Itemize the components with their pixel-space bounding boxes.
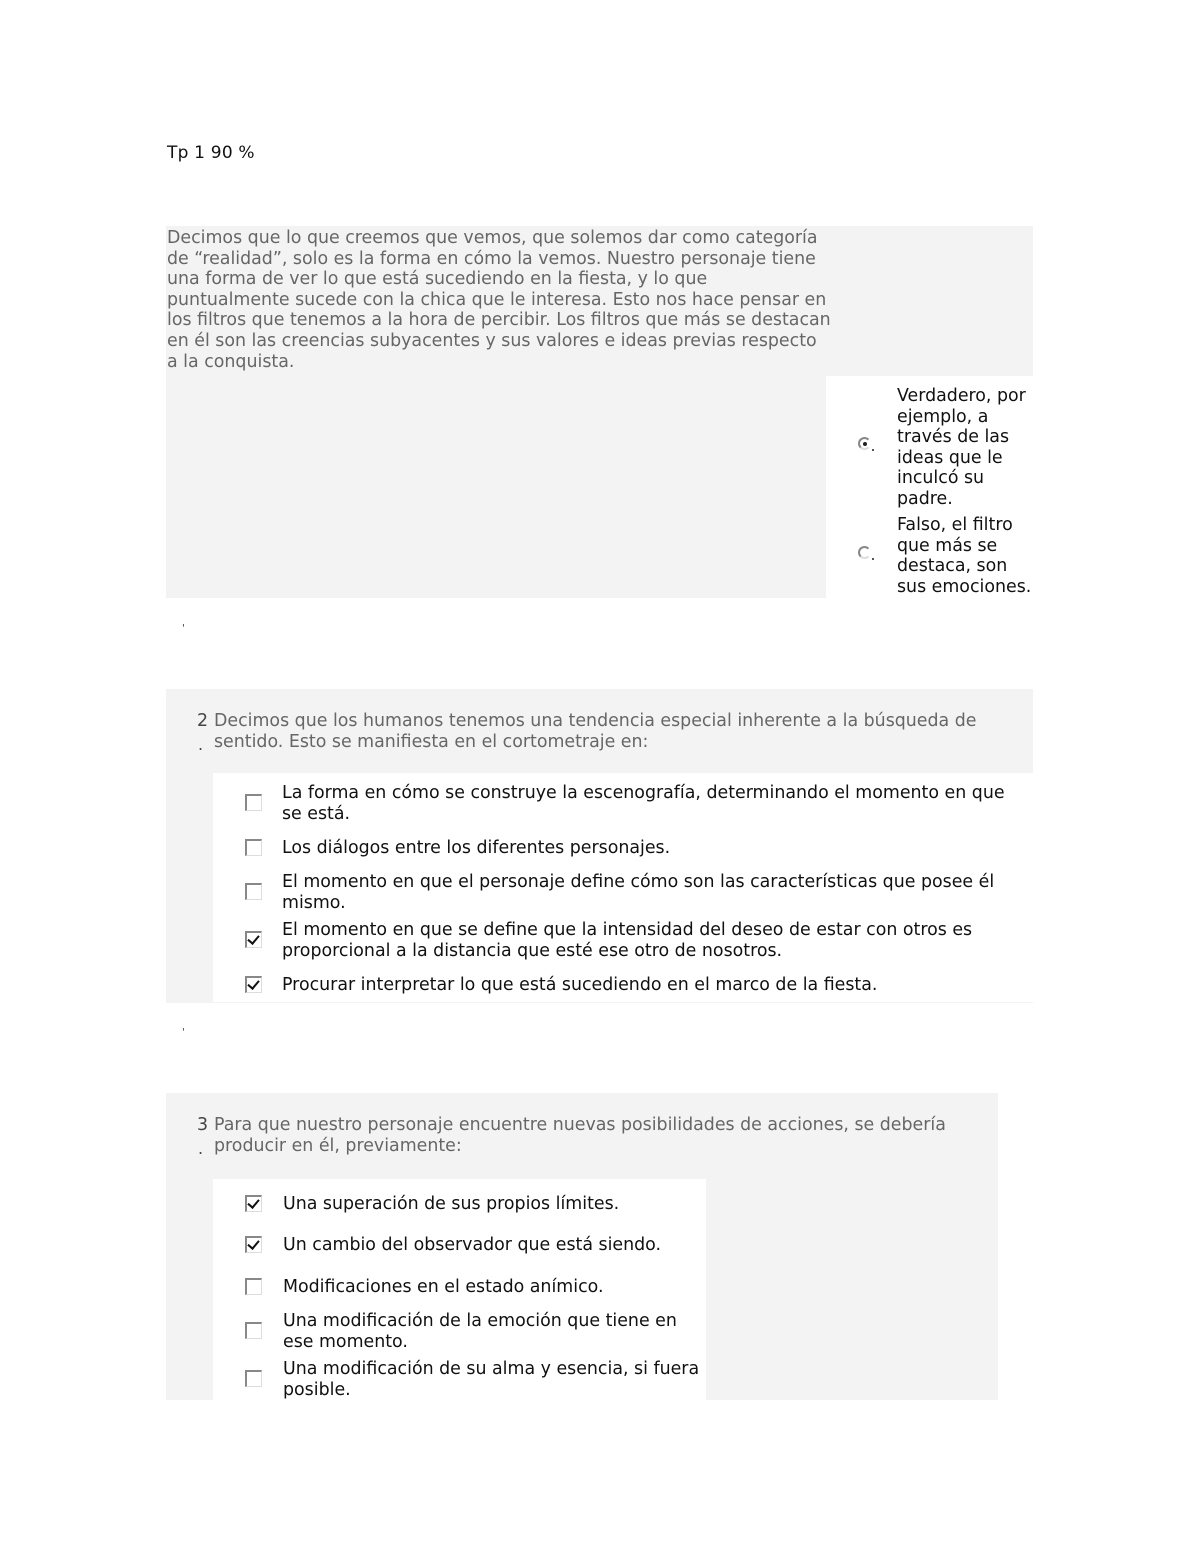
option-verdadero-label: Verdadero, por ejemplo, a través de las ideas que le inculcó su padre. — [897, 386, 1026, 509]
checkbox-q3-option-3[interactable] — [245, 1278, 262, 1295]
q3-option-3-label: Modificaciones en el estado anímico. — [283, 1277, 604, 1297]
checkbox-q2-option-5[interactable] — [245, 976, 262, 993]
q2-option-1-label: La forma en cómo se construye la escenografía, determinando el momento en que se está. — [282, 783, 1005, 824]
option-falso-label: Falso, el filtro que más se destaca, son sus emociones. — [897, 515, 1032, 597]
q3-option-1-label: Una superación de sus propios límites. — [283, 1194, 620, 1214]
question-1-text: Decimos que lo que creemos que vemos, que solemos dar como categoría de “realidad”, solo es la forma en cómo la vemos. Nuestro personaje tiene una forma de ver lo que está sucediendo en la fiesta, y lo que puntualmente sucede con la chica que le interesa. Esto nos hace pensar en los filtros que tenemos a la hora de percibir. Los filtros que más se destacan en él son las creencias subyacentes y sus valores e ideas previas respecto a la conquista. — [167, 228, 831, 372]
tick-mark: ' — [182, 623, 185, 634]
question-1-side-panel — [166, 376, 826, 598]
checkbox-q3-option-2[interactable] — [245, 1236, 262, 1253]
q2-option-5-label: Procurar interpretar lo que está sucediendo en el marco de la fiesta. — [282, 975, 878, 995]
checkbox-q2-option-4[interactable] — [245, 931, 262, 948]
q2-option-3-label: El momento en que el personaje define cómo son las características que posee él mismo. — [282, 872, 995, 913]
radio-falso[interactable] — [858, 546, 876, 564]
tick-mark: ' — [182, 1027, 185, 1038]
radio-selected-icon — [858, 437, 871, 450]
question-3-text: Para que nuestro personaje encuentre nuevas posibilidades de acciones, se debería producir en él, previamente: — [214, 1115, 946, 1156]
question-3-dot: . — [198, 1139, 204, 1158]
question-2-text: Decimos que los humanos tenemos una tendencia especial inherente a la búsqueda de sentido. Esto se manifiesta en el cortometraje en: — [214, 711, 977, 752]
checkbox-q3-option-1[interactable] — [245, 1195, 262, 1212]
checkbox-q3-option-4[interactable] — [245, 1322, 262, 1339]
q2-option-4-label: El momento en que se define que la intensidad del deseo de estar con otros es proporcional a la distancia que esté ese otro de nosotros. — [282, 920, 973, 961]
radio-unselected-icon — [858, 546, 871, 559]
q3-option-2-label: Un cambio del observador que está siendo. — [283, 1235, 662, 1255]
question-2-number: 2 — [197, 711, 209, 731]
checkbox-q2-option-2[interactable] — [245, 839, 262, 856]
radio-verdadero[interactable] — [858, 437, 876, 455]
checkbox-q3-option-5[interactable] — [245, 1370, 262, 1387]
page-title: Tp 1 90 % — [167, 143, 255, 163]
question-3-number: 3 — [197, 1115, 209, 1135]
q2-option-2-label: Los diálogos entre los diferentes personajes. — [282, 838, 671, 858]
q3-option-5-label: Una modificación de su alma y esencia, si fuera posible. — [283, 1359, 700, 1400]
checkbox-q2-option-1[interactable] — [245, 794, 262, 811]
checkbox-q2-option-3[interactable] — [245, 883, 262, 900]
q3-option-4-label: Una modificación de la emoción que tiene en ese momento. — [283, 1311, 677, 1352]
question-2-dot: . — [198, 735, 204, 754]
